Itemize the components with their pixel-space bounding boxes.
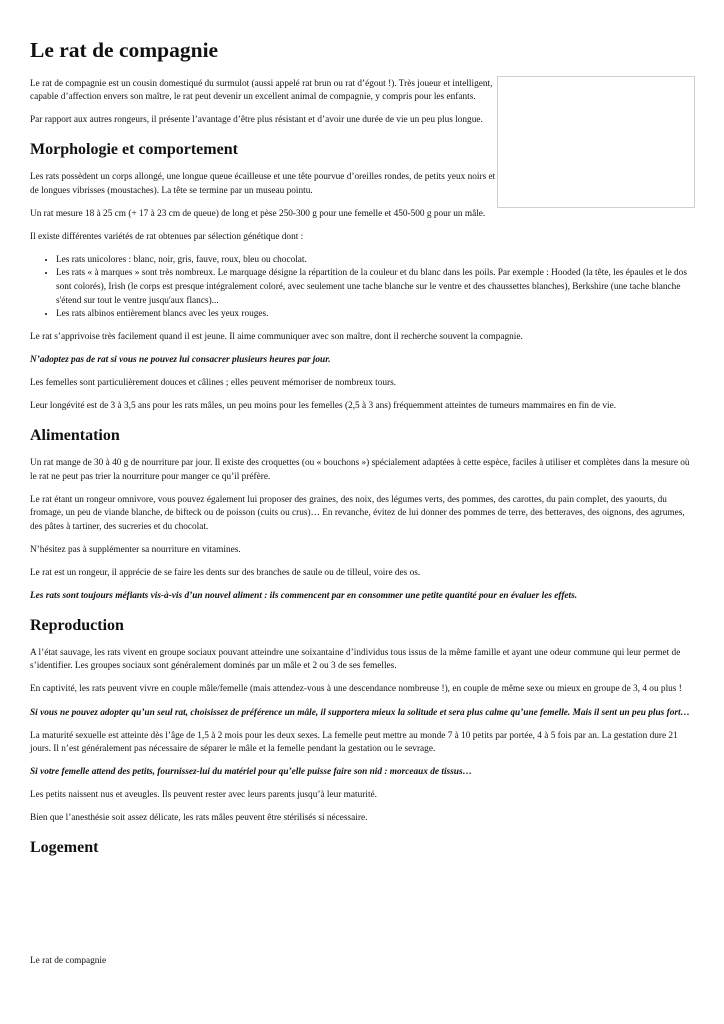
reproduction-paragraph-1: A l’état sauvage, les rats vivent en groupe sociaux pouvant atteindre une soixantaine d’individus tous issus de la même famille et ayant une odeur commune qui leur permet de s’identifier. Les groupes sociaux sont généralement dominés par un mâle et 2 ou 3 de ses femelles. xyxy=(30,647,681,672)
alimentation-paragraph-4: Le rat est un rongeur, il apprécie de se faire les dents sur des branches de saule ou de tilleul, voire des os. xyxy=(30,568,421,579)
section-heading-reproduction: Reproduction xyxy=(30,616,124,634)
page-title: Le rat de compagnie xyxy=(30,38,219,62)
list-item: • Les rats albinos entièrement blancs avec les yeux rouges. xyxy=(56,308,694,322)
morpho-paragraph-6: Leur longévité est de 3 à 3,5 ans pour les rats mâles, un peu moins pour les femelles (2,5 à 3 ans) fréquemment atteintes de tumeurs mammaires en fin de vie. xyxy=(30,401,617,412)
section-heading-logement: Logement xyxy=(30,838,99,856)
alimentation-paragraph-1: Un rat mange de 30 à 40 g de nourriture par jour. Il existe des croquettes (ou « bouchons ») spécialement adaptées à cette espèce, faciles à utiliser et complètes dans la mesure où le rat ne peut pas trier la nourriture pour manger ce qu’il préfère. xyxy=(30,458,690,482)
alimentation-warning: Les rats sont toujours méfiants vis-à-vis d’un nouvel aliment : ils commencent par en consommer une petite quantité pour en évaluer les effets. xyxy=(30,591,578,602)
reproduction-paragraph-5: Bien que l’anesthésie soit assez délicate, les rats mâles peuvent être stérilisés si nécessaire. xyxy=(30,813,368,824)
morpho-paragraph-4: Le rat s’apprivoise très facilement quand il est jeune. Il aime communiquer avec son maître, dont il recherche souvent la compagnie. xyxy=(30,332,523,343)
rat-varieties-list xyxy=(30,254,694,322)
page-footer: Le rat de compagnie xyxy=(30,956,107,966)
alimentation-paragraph-2: Le rat étant un rongeur omnivore, vous pouvez également lui proposer des graines, des noix, des légumes verts, des pommes, des carottes, du pain complet, des yaourts, du fromage, un peu de viande blanche, de bifteck ou de poisson (cuits ou crus)… En revanche, évitez de lui donner des pommes de terre, des betteraves, des oignons, des agrumes, des pâtes à tartiner, des sucreries et du chocolat. xyxy=(30,494,685,532)
morpho-warning: N’adoptez pas de rat si vous ne pouvez lui consacrer plusieurs heures par jour. xyxy=(30,355,331,366)
morpho-paragraph-3: Il existe différentes variétés de rat obtenues par sélection génétique dont : xyxy=(30,231,304,242)
alimentation-paragraph-3: N’hésitez pas à supplémenter sa nourriture en vitamines. xyxy=(30,544,241,555)
reproduction-warning-1: Si vous ne pouvez adopter qu’un seul rat, choisissez de préférence un mâle, il supportera mieux la solitude et sera plus calme qu’une femelle. Mais il sent un peu plus fort… xyxy=(30,707,690,718)
intro-paragraph-2: Par rapport aux autres rongeurs, il présente l’avantage d’être plus résistant et d’avoir une durée de vie un peu plus longue. xyxy=(30,115,483,126)
list-item: • Les rats unicolores : blanc, noir, gris, fauve, roux, bleu ou chocolat. xyxy=(56,254,694,268)
section-heading-morphologie: Morphologie et comportement xyxy=(30,140,238,158)
intro-paragraph-1: Le rat de compagnie est un cousin domestiqué du surmulot (aussi appelé rat brun ou rat d’égout !). Très joueur et intelligent, capable d’affection envers son maître, le rat peut devenir un excellent animal de compagnie, y compris pour les enfants. xyxy=(30,78,493,103)
reproduction-paragraph-2: En captivité, les rats peuvent vivre en couple mâle/femelle (mais attendez-vous à une descendance nombreuse !), en couple de même sexe ou mieux en groupe de 3, 4 ou plus ! xyxy=(30,684,682,695)
reproduction-paragraph-4: Les petits naissent nus et aveugles. Ils peuvent rester avec leurs parents jusqu’à leur maturité. xyxy=(30,790,377,801)
reproduction-warning-2: Si votre femelle attend des petits, fournissez-lui du matériel pour qu’elle puisse faire son nid : morceaux de tissus… xyxy=(30,767,472,778)
list-item: • Les rats « à marques » sont très nombreux. Le marquage désigne la répartition de la couleur et du blanc dans les poils. Par exemple : Hooded (la tête, les épaules et le dos sont colorés), Irish (le corps est presque intégralement coloré, avec seulement une tache blanche sur le ventre et des chaussettes blanches), Berkshire (une tache blanche s'étend sur tout le ventre jusqu'aux flancs)... xyxy=(56,267,694,308)
reproduction-paragraph-3: La maturité sexuelle est atteinte dès l’âge de 1,5 à 2 mois pour les deux sexes. La femelle peut mettre au monde 7 à 10 petits par portée, 4 à 5 fois par an. La gestation dure 21 jours. Il n’est généralement pas nécessaire de séparer le mâle et la femelle pendant la gestation ou le sevrage. xyxy=(30,730,678,755)
image-placeholder xyxy=(497,76,695,208)
section-heading-alimentation: Alimentation xyxy=(30,426,120,444)
morpho-paragraph-5: Les femelles sont particulièrement douces et câlines ; elles peuvent mémoriser de nombreux tours. xyxy=(30,378,397,389)
morpho-paragraph-2: Un rat mesure 18 à 25 cm (+ 17 à 23 cm de queue) de long et pèse 250-300 g pour une femelle et 450-500 g pour un mâle. xyxy=(30,208,486,219)
morpho-paragraph-1: Les rats possèdent un corps allongé, une longue queue écailleuse et une tête pourvue d’oreilles rondes, de petits yeux noirs et de longues vibrisses (moustaches). La tête se termine par un museau pointu. xyxy=(30,172,496,196)
